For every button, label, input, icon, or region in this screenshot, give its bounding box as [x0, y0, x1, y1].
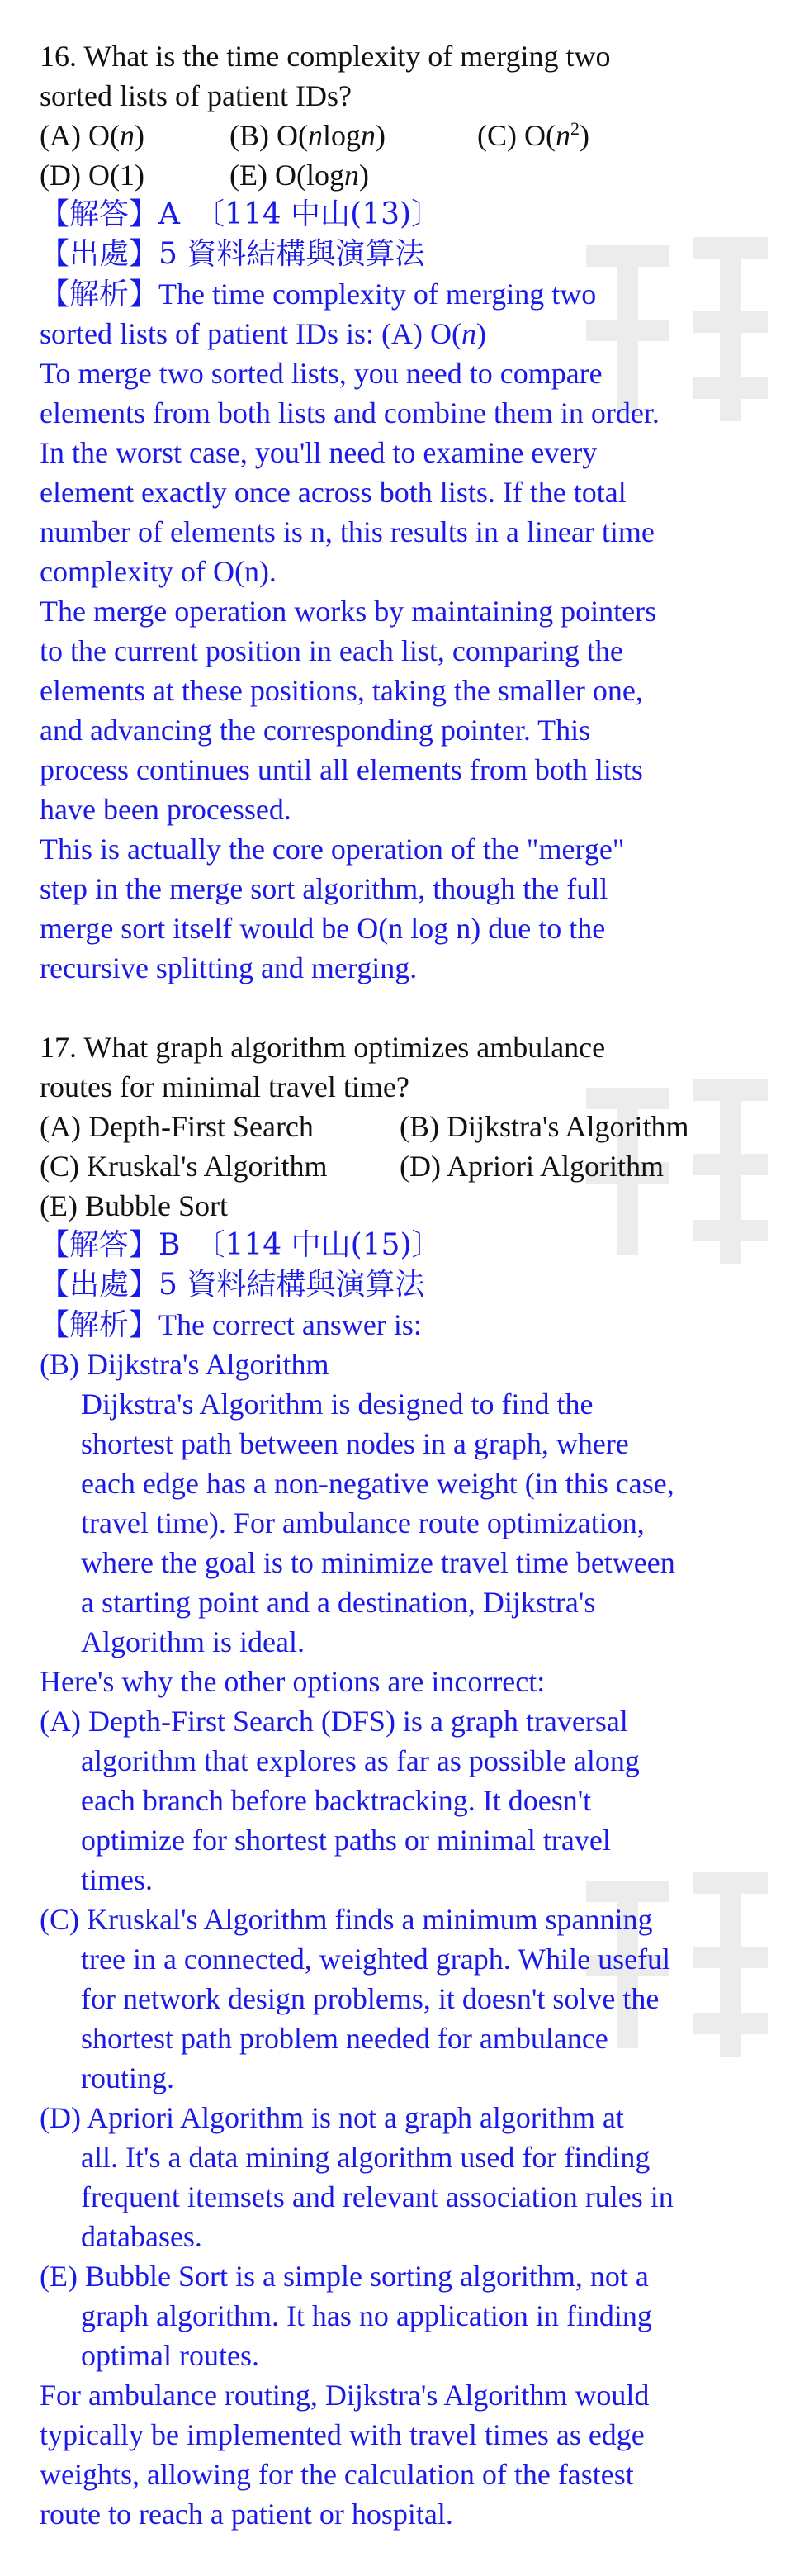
- q17-other-a: [40, 1701, 774, 1900]
- text-line: Algorithm is ideal.: [81, 1625, 305, 1658]
- q16-option-d: (D) O(1): [40, 159, 144, 192]
- q17-closing: [40, 2375, 774, 2534]
- q16-option-b: (B) O(nlogn): [229, 119, 386, 152]
- q17-options-row1: [40, 1107, 774, 1146]
- text-line: travel time). For ambulance route optimization,: [81, 1506, 645, 1539]
- text-line: databases.: [81, 2220, 202, 2253]
- text-line: algorithm that explores as far as possible along: [81, 1744, 640, 1777]
- text-line: elements at these positions, taking the smaller one,: [40, 674, 643, 707]
- q16-paragraph2: [40, 591, 774, 829]
- text-line: routing.: [81, 2061, 174, 2094]
- q17-option-d: (D) Apriori Algorithm: [400, 1150, 664, 1183]
- q16-option-e: (E) O(logn): [229, 159, 369, 192]
- text-line: merge sort itself would be O(n log n) due to the: [40, 912, 606, 945]
- q17-explanation-tag: 【解析】: [40, 1308, 159, 1342]
- q16-explanation-tag: 【解析】: [40, 278, 159, 311]
- q17-stem-line1: 17. What graph algorithm optimizes ambulance: [40, 1031, 606, 1064]
- q17-explanation-head: [40, 1305, 774, 1345]
- q17-option-c: (C) Kruskal's Algorithm: [40, 1150, 328, 1183]
- q16-explanation-line2: sorted lists of patient IDs is: (A) O(n): [40, 317, 486, 350]
- q16-stem-line2: sorted lists of patient IDs?: [40, 79, 352, 112]
- text-line: number of elements is n, this results in a linear time: [40, 515, 655, 548]
- text-line: all. It's a data mining algorithm used for finding: [81, 2141, 651, 2174]
- text-line: optimal routes.: [81, 2339, 259, 2372]
- text-line: to the current position in each list, comparing the: [40, 634, 623, 667]
- text-line: (C) Kruskal's Algorithm finds a minimum spanning: [40, 1903, 653, 1936]
- q17-option-b: (B) Dijkstra's Algorithm: [400, 1110, 689, 1143]
- q16-paragraph3: [40, 829, 774, 988]
- q17-option-e: (E) Bubble Sort: [40, 1189, 228, 1222]
- q16-option-c: (C) $O(n^2)$: [477, 118, 589, 152]
- q16-paragraph1: [40, 353, 774, 591]
- text-line: each branch before backtracking. It doesn't: [81, 1784, 592, 1817]
- text-line: complexity of O(n).: [40, 555, 277, 588]
- text-line: element exactly once across both lists. If the total: [40, 476, 627, 509]
- q17-other-d: [40, 2098, 774, 2256]
- text-line: times.: [81, 1863, 153, 1896]
- text-line: To merge two sorted lists, you need to compare: [40, 357, 603, 390]
- q16-source: 【出處】5 資料結構與演算法: [40, 237, 425, 271]
- text-line: graph algorithm. It has no application in finding: [81, 2299, 652, 2332]
- text-line: step in the merge sort algorithm, though the full: [40, 872, 608, 905]
- q17-source: 【出處】5 資料結構與演算法: [40, 1268, 425, 1302]
- q17-correct-option: (B) Dijkstra's Algorithm: [40, 1348, 329, 1381]
- text-line: typically be implemented with travel times as edge: [40, 2418, 645, 2451]
- text-line: process continues until all elements from both lists: [40, 753, 643, 786]
- q17-why-other: Here's why the other options are incorrect:: [40, 1665, 546, 1698]
- text-line: weights, allowing for the calculation of the fastest: [40, 2458, 634, 2491]
- text-line: have been processed.: [40, 793, 291, 826]
- q17-options-row2: [40, 1146, 774, 1186]
- text-line: (D) Apriori Algorithm is not a graph algorithm at: [40, 2101, 624, 2134]
- text-line: shortest path problem needed for ambulance: [81, 2022, 608, 2055]
- q17-stem-line2: routes for minimal travel time?: [40, 1070, 409, 1103]
- q16-explanation-first: The time complexity of merging two: [158, 278, 597, 311]
- text-line: frequent itemsets and relevant association rules in: [81, 2180, 674, 2213]
- text-line: and advancing the corresponding pointer. This: [40, 714, 591, 747]
- text-line: a starting point and a destination, Dijkstra's: [81, 1586, 596, 1619]
- q16-stem-line1: 16. What is the time complexity of merging two: [40, 40, 611, 73]
- q16-options-row1: [40, 116, 774, 155]
- text-line: The merge operation works by maintaining pointers: [40, 595, 657, 628]
- q17-answer: 【解答】B 〔114 中山(15)〕: [40, 1228, 442, 1262]
- text-line: for network design problems, it doesn't solve the: [81, 1982, 660, 2015]
- text-line: route to reach a patient or hospital.: [40, 2498, 453, 2531]
- text-line: elements from both lists and combine them in order.: [40, 396, 660, 429]
- text-line: recursive splitting and merging.: [40, 951, 418, 984]
- q17-other-c: [40, 1900, 774, 2098]
- text-line: optimize for shortest paths or minimal travel: [81, 1824, 611, 1857]
- text-line: (A) Depth-First Search (DFS) is a graph traversal: [40, 1705, 628, 1738]
- q16-explanation-head: [40, 274, 774, 314]
- q16-options-row2: [40, 155, 774, 195]
- content: [40, 36, 774, 2534]
- text-line: where the goal is to minimize travel time between: [81, 1546, 675, 1579]
- text-line: tree in a connected, weighted graph. While useful: [81, 1943, 671, 1976]
- q17-explanation-first: The correct answer is:: [158, 1308, 422, 1341]
- text-line: each edge has a non-negative weight (in this case,: [81, 1467, 674, 1500]
- text-line: shortest path between nodes in a graph, where: [81, 1427, 629, 1460]
- q17-option-a: (A) Depth-First Search: [40, 1110, 314, 1143]
- text-line: This is actually the core operation of the "merge": [40, 833, 625, 866]
- text-line: In the worst case, you'll need to examine every: [40, 436, 598, 469]
- q16-option-a: (A) O(n): [40, 119, 144, 152]
- spacer: [40, 988, 774, 1027]
- text-line: For ambulance routing, Dijkstra's Algorithm would: [40, 2379, 650, 2412]
- q17-correct-explanation: [40, 1384, 774, 1662]
- q16-answer: 【解答】A 〔114 中山(13)〕: [40, 197, 442, 231]
- q17-other-e: [40, 2256, 774, 2375]
- text-line: (E) Bubble Sort is a simple sorting algorithm, not a: [40, 2260, 649, 2293]
- text-line: Dijkstra's Algorithm is designed to find the: [81, 1388, 594, 1421]
